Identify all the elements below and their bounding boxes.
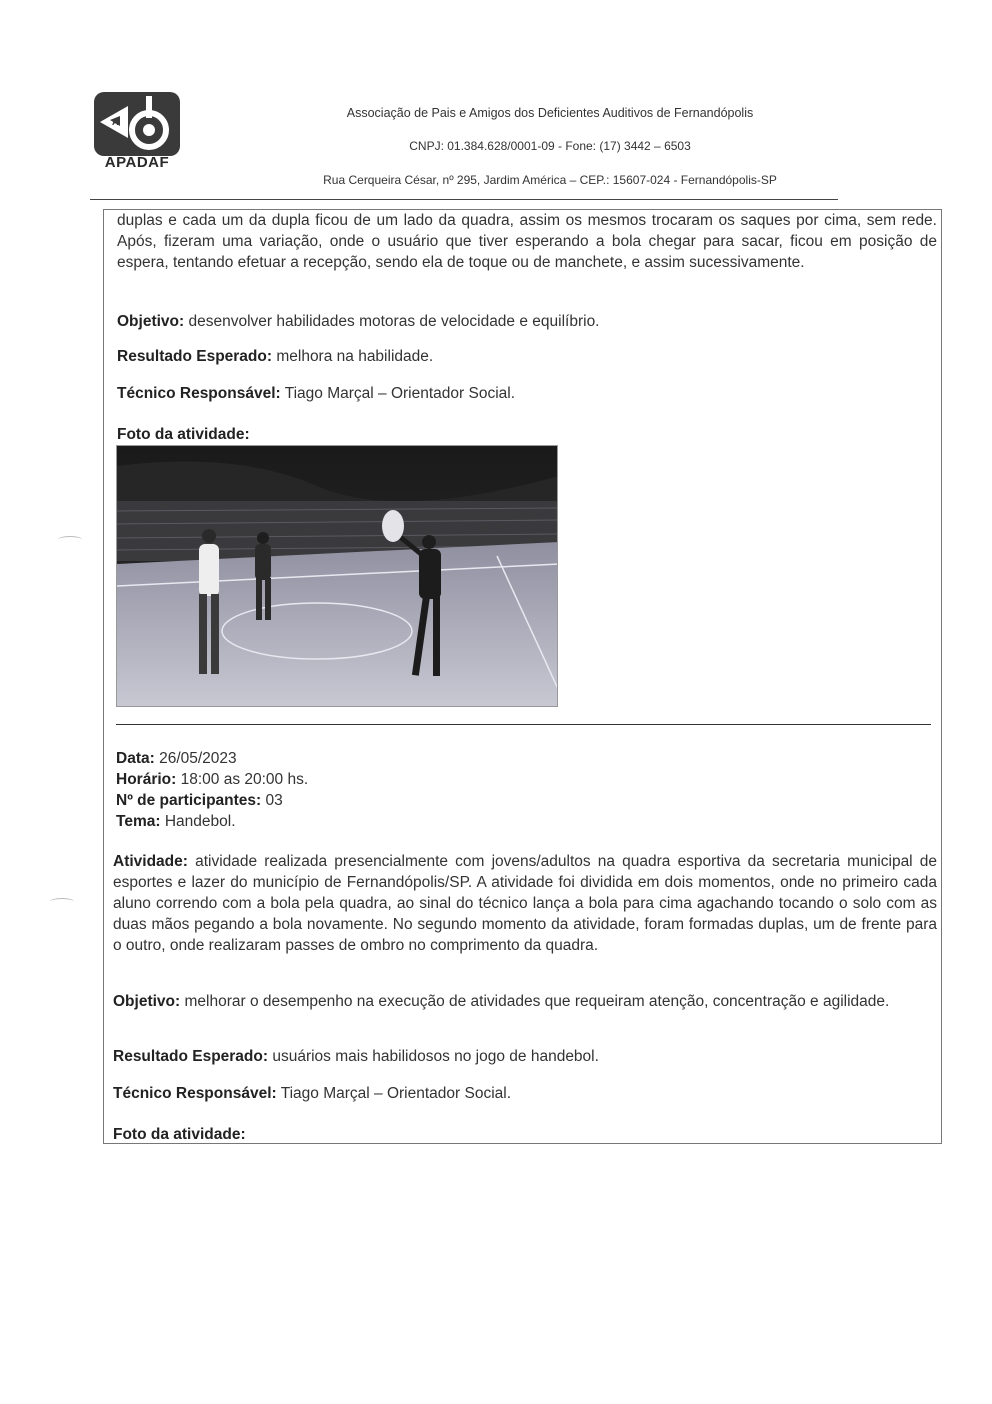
date-label: Data: [116, 750, 155, 767]
theme-value: Handebol. [164, 813, 236, 830]
activity1-description: duplas e cada um da dupla ficou de um lado da quadra, assim os mesmos trocaram os saques por cima, sem rede. Após, fizeram uma variação, onde o usuário que tiver esperando a bola chegar para sacar, ficou em posição de espera, tentando efetuar a recepção, sendo ela de toque ou de manchete, e assim sucessivamente. [117, 212, 937, 271]
photo-label: Foto da atividade: [113, 1126, 246, 1143]
activity2-photo-label [113, 1124, 513, 1145]
activity2-objective [113, 991, 937, 1012]
org-name: Associação de Pais e Amigos dos Deficientes Auditivos de Fernandópolis [346, 106, 754, 120]
org-contact: CNPJ: 01.384.628/0001-09 - Fone: (17) 3442 – 6503 [409, 139, 691, 153]
participants-value: 03 [265, 792, 283, 809]
activity1-technician [117, 383, 917, 404]
activity2-details [116, 748, 308, 832]
section-divider [116, 724, 931, 725]
scan-mark [50, 898, 74, 905]
expected-result-label: Resultado Esperado: [117, 348, 273, 365]
time-value: 18:00 as 20:00 hs. [180, 771, 309, 788]
theme-row [116, 811, 308, 832]
objective-text: melhorar o desempenho na execução de atividades que requeiram atenção, concentração e agilidade. [184, 993, 890, 1010]
logo-text: APADAF [104, 154, 170, 171]
expected-result-label: Resultado Esperado: [113, 1048, 269, 1065]
apadaf-logo [90, 92, 184, 174]
activity2-expected-result [113, 1046, 913, 1067]
theme-label: Tema: [116, 813, 161, 830]
activity1-photo [116, 445, 558, 707]
activity2-technician [113, 1083, 913, 1104]
org-address: Rua Cerqueira César, nº 295, Jardim América – CEP.: 15607-024 - Fernandópolis-SP [323, 173, 777, 187]
date-row [116, 748, 308, 769]
expected-result-text: usuários mais habilidosos no jogo de handebol. [272, 1048, 599, 1065]
technician-label: Técnico Responsável: [117, 385, 281, 402]
activity2-description [113, 851, 937, 956]
participants-label: Nº de participantes: [116, 792, 262, 809]
time-label: Horário: [116, 771, 177, 788]
date-value: 26/05/2023 [159, 750, 237, 767]
apadaf-logo-mark [94, 92, 180, 156]
ball-icon [382, 510, 404, 542]
objective-label: Objetivo: [113, 993, 181, 1010]
technician-label: Técnico Responsável: [113, 1085, 277, 1102]
technician-text: Tiago Marçal – Orientador Social. [284, 385, 516, 402]
volleyball-court-photo [117, 446, 558, 707]
time-row [116, 769, 308, 790]
objective-text: desenvolver habilidades motoras de velocidade e equilíbrio. [188, 313, 600, 330]
activity-text: atividade realizada presencialmente com jovens/adultos na quadra esportiva da secretaria municipal de esportes e lazer do município de Fernandópolis/SP. A atividade foi dividida em dois momentos, onde no primeiro cada aluno correndo com a bola pela quadra, ao sinal do técnico lança a bola para cima agachando tocando o solo com as duas mãos pegando a bola novamente. No segundo momento da atividade, foram formadas duplas, um de frente para o outro, onde realizaram passes de ombro no comprimento da quadra. [113, 853, 938, 954]
activity1-expected-result [117, 346, 917, 367]
svg-text:A: A [112, 117, 119, 127]
participants-row [116, 790, 308, 811]
scan-mark [58, 536, 82, 543]
expected-result-text: melhora na habilidade. [276, 348, 434, 365]
photo-label: Foto da atividade: [117, 426, 250, 443]
objective-label: Objetivo: [117, 313, 185, 330]
activity-label: Atividade: [113, 853, 188, 870]
technician-text: Tiago Marçal – Orientador Social. [280, 1085, 512, 1102]
activity1-photo-label [117, 424, 517, 445]
header-divider [90, 199, 838, 200]
activity1-objective [117, 311, 917, 332]
